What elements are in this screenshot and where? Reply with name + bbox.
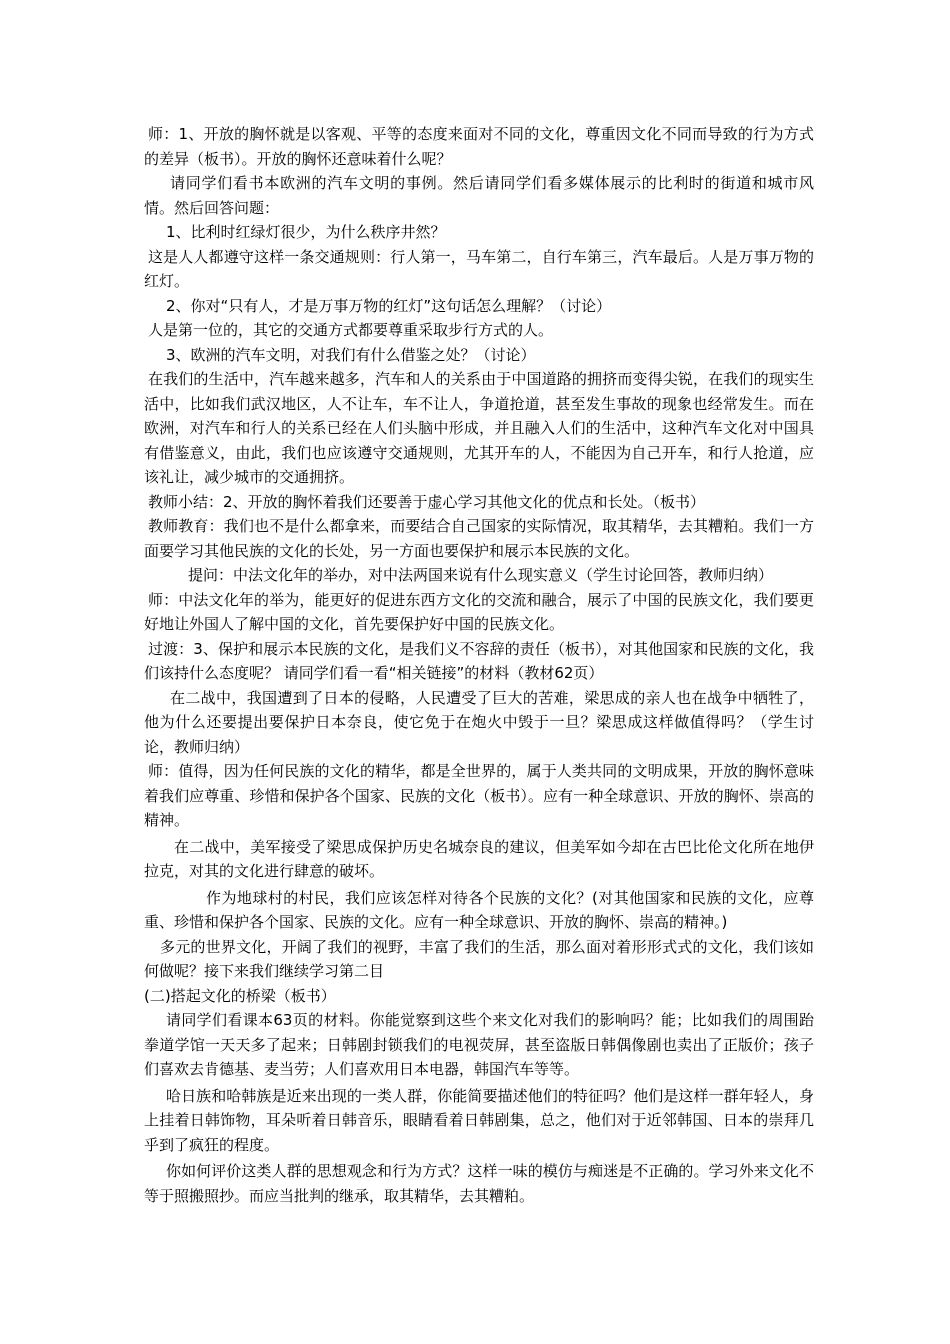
paragraph-us-army-iraq: 在二战中，美军接受了梁思成保护历史名城奈良的建议，但美军如今却在古巴比伦文化所在地伊拉克，对其的文化进行肆意的破坏。 [144,837,814,880]
transition-3: 过渡：3、保护和展示本民族的文化，是我们义不容辞的责任（板书），对其他国家和民族的文化，我们该持什么态度呢？ 请同学们看一看“相关链接”的材料（教材62页） [144,639,814,682]
paragraph-liang-sicheng: 在二战中，我国遭到了日本的侵略，人民遭受了巨大的苦难，梁思成的亲人也在战争中牺牲了，他为什么还要提出要保护日本奈良，使它免于在炮火中毁于一旦？梁思成这样做值得吗？（学生讨论，教师归纳） [144,688,814,756]
answer-sino-french-year: 师：中法文化年的举为，能更好的促进东西方文化的交流和融合，展示了中国的民族文化，我们要更好地让外国人了解中国的文化，首先要保护好中国的民族文化。 [144,590,814,633]
paragraph-diverse-culture: 多元的世界文化，开阔了我们的视野，丰富了我们的生活，那么面对着形形式式的文化，我们该如何做呢？接下来我们继续学习第二目 [144,937,814,980]
question-3: 3、欧洲的汽车文明，对我们有什么借鉴之处？（讨论） [166,345,536,364]
paragraph-global-village: 作为地球村的村民，我们应该怎样对待各个民族的文化？(对其他国家和民族的文化，应尊重、珍惜和保护各个国家、民族的文化。应有一种全球意识、开放的胸怀、崇高的精神。) [144,888,814,931]
question-sino-french-year: 提问：中法文化年的举办，对中法两国来说有什么现实意义（学生讨论回答，教师归纳） [188,566,774,584]
paragraph-hari-hahan: 哈日族和哈韩族是近来出现的一类人群，你能简要描述他们的特征吗？他们是这样一群年轻人，身上挂着日韩饰物，耳朵听着日韩音乐，眼睛看着日韩剧集，总之，他们对于近邻韩国、日本的崇拜几乎到了疯狂的程度。 [144,1086,814,1154]
paragraph-textbook-63: 请同学们看课本63页的材料。你能觉察到这些个来文化对我们的影响吗？能；比如我们的周围跆拳道学馆一天天多了起来；日韩剧封锁我们的电视荧屏，甚至盗版日韩偶像剧也卖出了正版价；孩子们喜欢去肯德基、麦当劳；人们喜欢用日本电器，韩国汽车等等。 [144,1011,814,1078]
section-heading-bridge: (二)搭起文化的桥梁（板书） [144,986,336,1005]
question-1: 1、比利时红绿灯很少，为什么秩序井然？ [166,223,446,241]
document-page [144,122,814,1208]
answer-3: 在我们的生活中，汽车越来越多，汽车和人的关系由于中国道路的拥挤而变得尖锐，在我们的现实生活中，比如我们武汉地区，人不让车，车不让人，争道抢道，甚至发生事故的现象也经常发生。而在欧洲，对汽车和行人的关系已经在人们头脑中形成，并且融入人们的生活中，这种汽车文化对中国具有借鉴意义，由此，我们也应该遵守交通规则，尤其开车的人，不能因为自己开车，和行人抢道，应该礼让，减少城市的交通拥挤。 [144,370,814,486]
paragraph-evaluate: 你如何评价这类人群的思想观念和行为方式？这样一味的模仿与痴迷是不正确的。学习外来文化不等于照搬照抄。而应当批判的继承，取其精华，去其糟粕。 [144,1162,814,1205]
answer-1: 这是人人都遵守这样一条交通规则：行人第一，马车第二，自行车第三，汽车最后。人是万事万物的红灯。 [144,247,814,290]
answer-liang-sicheng: 师：值得，因为任何民族的文化的精华，都是全世界的，属于人类共同的文明成果，开放的胸怀意味着我们应尊重、珍惜和保护各个国家、民族的文化（板书）。应有一种全球意识、开放的胸怀、崇高的精神。 [144,762,814,829]
paragraph-europe-car-example: 请同学们看书本欧洲的汽车文明的事例。然后请同学们看多媒体展示的比利时的街道和城市风情。然后回答问题： [144,174,814,217]
teacher-education: 教师教育：我们也不是什么都拿来，而要结合自己国家的实际情况，取其精华，去其糟粕。我们一方面要学习其他民族的文化的长处，另一方面也要保护和展示本民族的文化。 [144,517,814,560]
question-2: 2、你对“只有人，才是万事万物的红灯”这句话怎么理解？（讨论） [166,296,612,315]
answer-2: 人是第一位的，其它的交通方式都要尊重采取步行方式的人。 [148,321,554,339]
paragraph-teacher-open-mind: 师：1、开放的胸怀就是以客观、平等的态度来面对不同的文化，尊重因文化不同而导致的行为方式的差异（板书）。开放的胸怀还意味着什么呢？ [144,125,814,168]
teacher-summary: 教师小结：2、开放的胸怀着我们还要善于虚心学习其他文化的优点和长处。（板书） [148,492,706,511]
